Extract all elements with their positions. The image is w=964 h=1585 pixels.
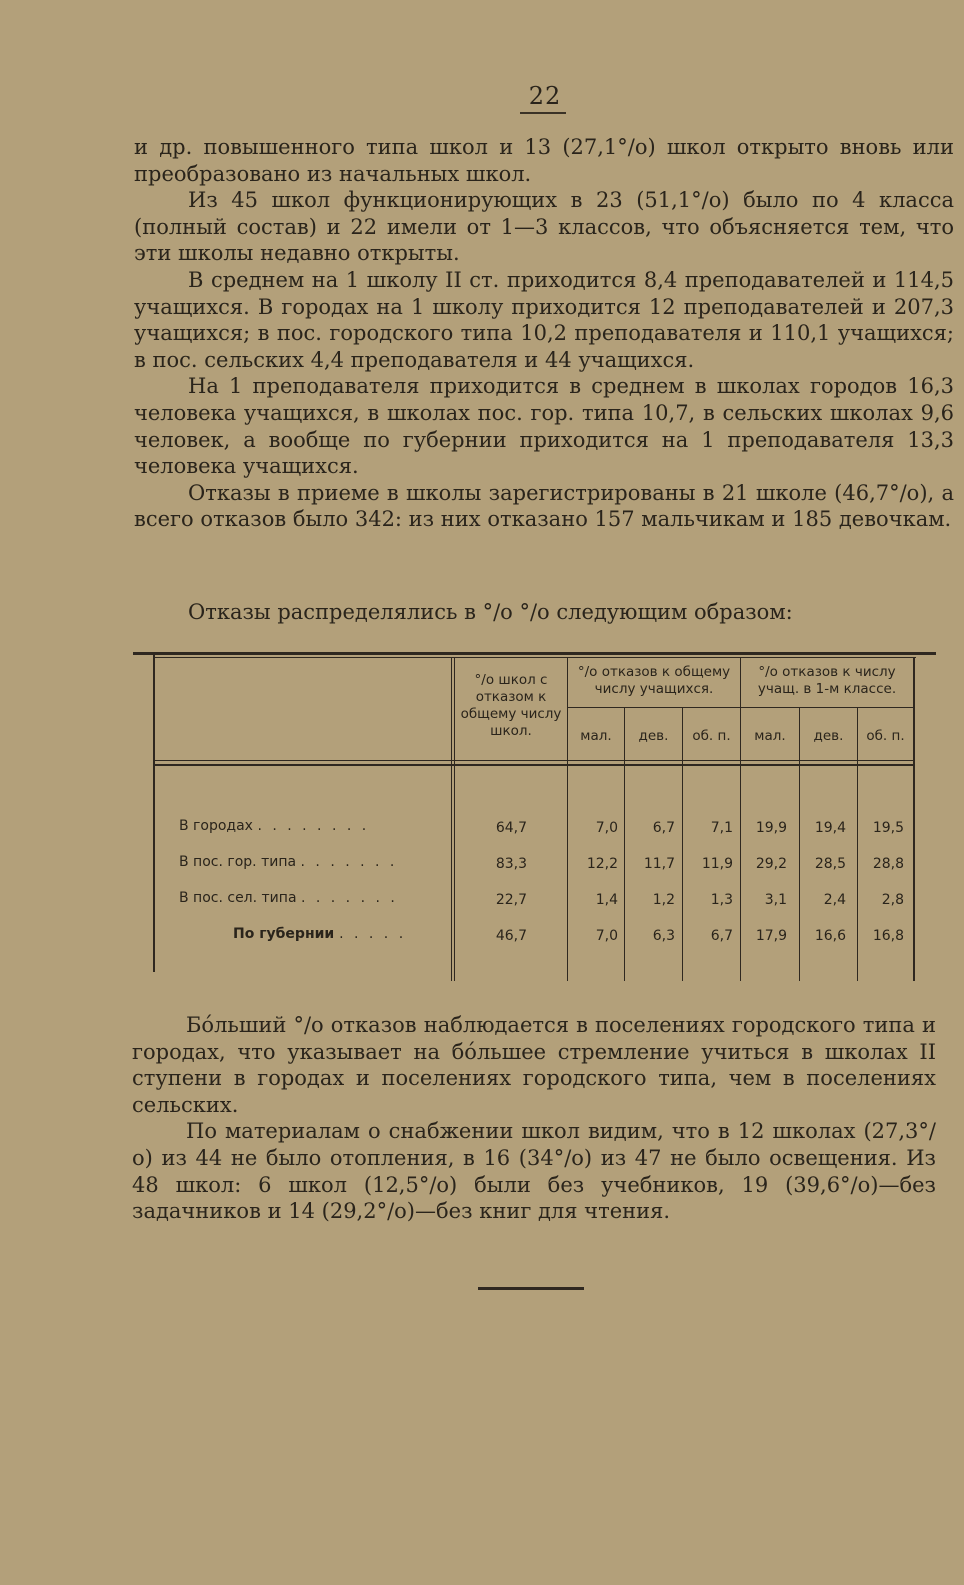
sub-header-both-first: об. п. bbox=[866, 728, 905, 744]
table-cell: 64,7 bbox=[495, 820, 527, 836]
table-right-border bbox=[913, 657, 915, 981]
paragraph-3: В среднем на 1 школу II ст. приходится 8,4 преподавателей и 114,5 учащихся. В городах на 1 школу приходится 12 преподавателей и 207,3 учащихся; в пос. городского типа 10,2 преподавателя и 110,1 учащихся; в пос. сельских 4,4 преподавателя и 44 учащихся. bbox=[134, 267, 954, 372]
header-bottom-rule-2 bbox=[155, 764, 913, 766]
paragraph-2: Из 45 школ функционирующих в 23 (51,1°/о) было по 4 класса (полный состав) и 22 имели от 1—3 классов, что объясняется тем, что эти школы недавно открыты. bbox=[134, 188, 954, 266]
table-top-rule bbox=[133, 652, 936, 655]
table-cell: 28,8 bbox=[872, 856, 904, 872]
refusals-table bbox=[133, 652, 936, 988]
sub-header-both-total: об. п. bbox=[692, 728, 731, 744]
header-group-first-class: °/о отказов к числу учащ. в 1-м классе. bbox=[757, 664, 897, 697]
page-number-underline bbox=[520, 112, 566, 114]
table-cell: 11,7 bbox=[643, 856, 675, 872]
table-cell: 16,8 bbox=[872, 928, 904, 944]
table-top-rule-thin bbox=[153, 657, 916, 658]
table-cell: 28,5 bbox=[814, 856, 846, 872]
table-cell: 7,0 bbox=[595, 928, 618, 944]
end-rule bbox=[478, 1287, 584, 1290]
table-row-label-urban-settlements: В пос. гор. типа . . . . . . . bbox=[179, 854, 398, 870]
table-cell: 46,7 bbox=[495, 928, 527, 944]
table-row-label-cities: В городах . . . . . . . . bbox=[179, 818, 370, 834]
table-cell: 3,1 bbox=[764, 892, 787, 908]
paragraph-7: По материалам о снабжении школ видим, что в 12 школах (27,3°/о) из 44 не было отопления, в 16 (34°/о) из 47 не было освещения. Из 48 школ: 6 школ (12,5°/о) были без учебников, 19 (39,6°/о)—без задачников и 14 (29,2°/о)—без книг для чтения. bbox=[132, 1119, 936, 1224]
table-intro: Отказы распределялись в °/о °/о следующим образом: bbox=[188, 600, 793, 624]
subheader-rule bbox=[567, 707, 915, 708]
header-bottom-rule bbox=[155, 760, 913, 761]
table-cell: 1,4 bbox=[595, 892, 618, 908]
header-pct-schools: °/о школ с отказом к общему числу школ. bbox=[460, 672, 562, 739]
table-cell: 1,3 bbox=[710, 892, 733, 908]
table-cell: 6,7 bbox=[710, 928, 733, 944]
table-row-label-rural-settlements: В пос. сел. типа . . . . . . . bbox=[179, 890, 398, 906]
paragraph-6: Бо́льший °/о отказов наблюдается в поселениях городского типа и городах, что указывает на бо́льшее стремление учиться в школах II ступени в городах и поселениях городского типа, чем в поселениях сельских. bbox=[132, 1013, 936, 1117]
table-cell: 16,6 bbox=[814, 928, 846, 944]
paragraph-4: На 1 преподавателя приходится в среднем в школах городов 16,3 человека учащихся, в школах пос. гор. типа 10,7, в сельских школах 9,6 человек, а вообще по губернии приходится на 1 преподавателя 13,3 человека учащихся. bbox=[134, 374, 954, 479]
paragraph-5: Отказы в приеме в школы зарегистрированы в 21 школе (46,7°/о), а всего отказов было 342: из них отказано 157 мальчикам и 185 девочкам. bbox=[134, 480, 954, 532]
table-cell: 2,8 bbox=[881, 892, 904, 908]
table-cell: 83,3 bbox=[495, 856, 527, 872]
table-cell: 7,0 bbox=[595, 820, 618, 836]
table-cell: 12,2 bbox=[586, 856, 618, 872]
table-cell: 1,2 bbox=[652, 892, 675, 908]
header-group-total: °/о отказов к общему числу учащихся. bbox=[577, 664, 731, 697]
table-cell: 19,9 bbox=[755, 820, 787, 836]
table-cell: 22,7 bbox=[495, 892, 527, 908]
table-cell: 6,7 bbox=[652, 820, 675, 836]
table-left-border bbox=[153, 652, 155, 972]
sub-header-boys-total: мал. bbox=[580, 728, 612, 744]
table-cell: 11,9 bbox=[701, 856, 733, 872]
table-cell: 29,2 bbox=[755, 856, 787, 872]
table-cell: 19,5 bbox=[872, 820, 904, 836]
sub-header-girls-first: дев. bbox=[813, 728, 844, 744]
body-text-top bbox=[134, 134, 954, 533]
paragraph-1: и др. повышенного типа школ и 13 (27,1°/о) школ открыто вновь или преобразовано из начальных школ. bbox=[134, 135, 954, 186]
table-row-label-province: По губернии . . . . . bbox=[233, 926, 407, 942]
table-cell: 7,1 bbox=[710, 820, 733, 836]
table-cell: 2,4 bbox=[823, 892, 846, 908]
table-cell: 6,3 bbox=[652, 928, 675, 944]
page-number: 22 bbox=[528, 82, 562, 110]
table-cell: 19,4 bbox=[814, 820, 846, 836]
table-cell: 17,9 bbox=[755, 928, 787, 944]
body-text-bottom bbox=[132, 1012, 936, 1225]
sub-header-girls-total: дев. bbox=[638, 728, 669, 744]
sub-header-boys-first: мал. bbox=[754, 728, 786, 744]
